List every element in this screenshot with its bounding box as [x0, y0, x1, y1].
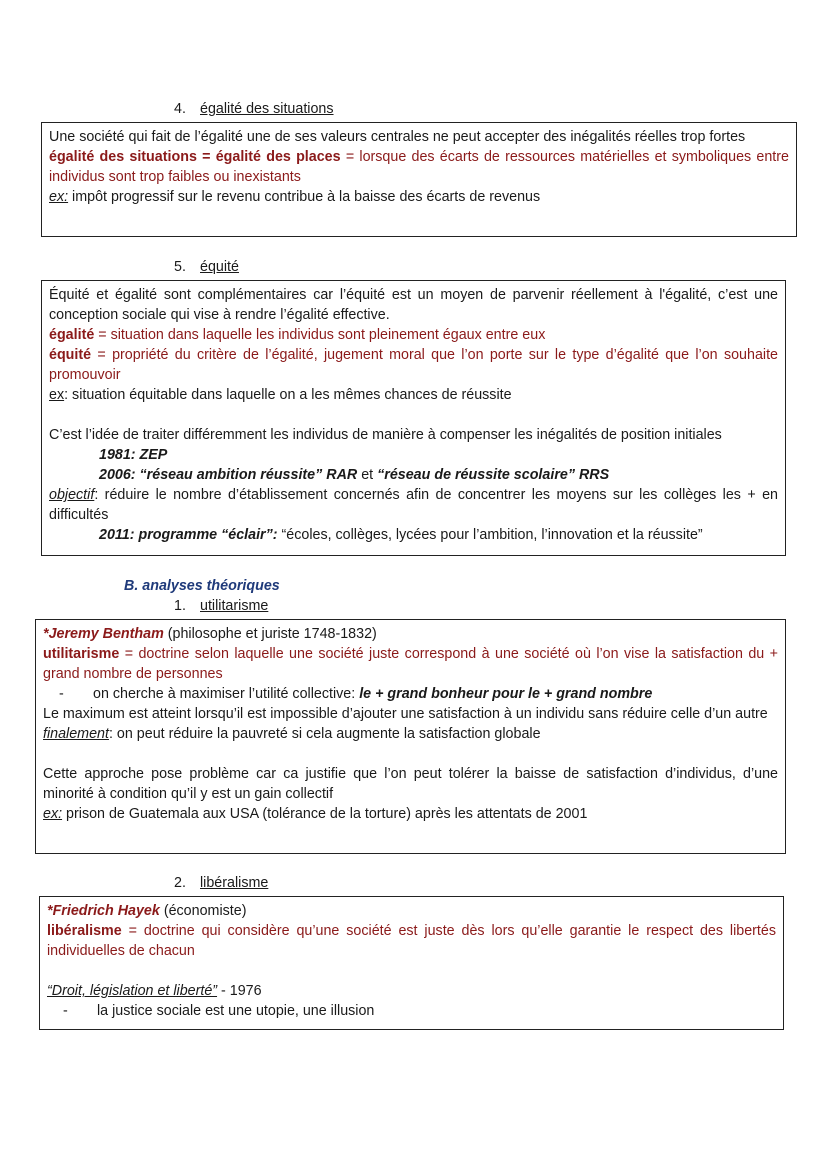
author-info: (économiste) — [159, 903, 247, 919]
box-liberalisme — [39, 896, 784, 1030]
book-year: - 1976 — [217, 983, 262, 999]
definition — [47, 921, 776, 961]
author-name: *Friedrich Hayek — [47, 903, 160, 919]
heading-number: 4. — [174, 101, 186, 117]
paragraph: Équité et égalité sont complémentaires car l’équité est un moyen de parvenir réellement à l'égalité, c’est une conception sociale qui vise à rendre l’égalité effective. — [49, 287, 778, 323]
definition-term: utilitarisme — [43, 646, 120, 662]
book-reference — [47, 981, 776, 1001]
heading-title: utilitarisme — [200, 598, 269, 614]
rar-name: 2006: “réseau ambition réussite” RAR — [99, 467, 358, 483]
paragraph: Le maximum est atteint lorsqu’il est impossible d’ajouter une satisfaction à un individu sans réduire celle d’un autre — [43, 706, 768, 722]
heading-equite — [174, 259, 239, 275]
bullet-text: la justice sociale est une utopie, une illusion — [97, 1003, 375, 1019]
conclusion-label: finalement — [43, 726, 109, 742]
rar-connector: et — [357, 467, 378, 483]
example-text: prison de Guatemala aux USA (tolérance de la torture) après les attentats de 2001 — [62, 806, 588, 822]
example-text: : situation équitable dans laquelle on a les mêmes chances de réussite — [64, 387, 512, 403]
example-label: ex: — [43, 806, 63, 822]
definition-text: = doctrine selon laquelle une société juste correspond à une société où l’on vise la satisfaction du + grand nombre de personnes — [43, 646, 778, 682]
definition-term: libéralisme — [47, 923, 122, 939]
box-egalite-situations — [41, 122, 797, 237]
conclusion-text: : on peut réduire la pauvreté si cela augmente la satisfaction globale — [108, 726, 541, 742]
objective-text: : réduire le nombre d’établissement concernés afin de concentrer les moyens sur les collèges les + en difficultés — [49, 487, 778, 523]
book-title: “Droit, législation et liberté” — [47, 983, 218, 999]
heading-number: 2. — [174, 875, 186, 891]
objective — [49, 485, 778, 525]
heading-title: libéralisme — [200, 875, 269, 891]
author-info: (philosophe et juriste 1748-1832) — [163, 626, 377, 642]
objective-label: objectif — [49, 487, 95, 503]
heading-utilitarisme — [174, 598, 268, 614]
heading-title: égalité des situations — [200, 101, 334, 117]
bullet-dash: - — [59, 686, 64, 702]
definition-term: équité — [49, 347, 92, 363]
rar-line — [49, 465, 778, 485]
author — [43, 624, 778, 644]
author — [47, 901, 776, 921]
example — [49, 187, 789, 207]
definition-text: = doctrine qui considère qu’une société est juste dès lors qu’elle garantie le respect des libertés individuelles de chacun — [47, 923, 776, 959]
eclair-name: 2011: programme “éclair”: — [99, 527, 278, 543]
eclair-text: “écoles, collèges, lycées pour l’ambition, l’innovation et la réussite” — [277, 527, 703, 543]
definition — [43, 644, 778, 684]
heading-liberalisme — [174, 875, 268, 891]
definition-text: = propriété du critère de l’égalité, jugement moral que l’on porte sur le type d’égalité que l’on souhaite promouvoir — [49, 347, 778, 383]
heading-number: 1. — [174, 598, 186, 614]
rrs-name: “réseau de réussite scolaire” RRS — [377, 467, 610, 483]
bullet — [47, 1001, 776, 1021]
example — [43, 804, 778, 824]
heading-egalite-situations — [174, 101, 334, 117]
example-label: ex — [49, 387, 65, 403]
bullet-emphasis: le + grand bonheur pour le + grand nombre — [359, 686, 653, 702]
definition-text: = situation dans laquelle les individus sont pleinement égaux entre eux — [94, 327, 546, 343]
definition-term: égalité des situations = égalité des places — [49, 149, 341, 165]
heading-title: équité — [200, 259, 239, 275]
definition-text: = lorsque des écarts de ressources matérielles et symboliques entre individus sont trop faibles ou inexistants — [49, 149, 789, 185]
example-text: impôt progressif sur le revenu contribue à la baisse des écarts de revenus — [68, 189, 541, 205]
author-name: *Jeremy Bentham — [43, 626, 164, 642]
definition-term: égalité — [49, 327, 95, 343]
box-equite — [41, 280, 786, 556]
section-b-heading: B. analyses théoriques — [124, 578, 280, 594]
heading-number: 5. — [174, 259, 186, 275]
bullet — [43, 684, 778, 704]
example-label: ex: — [49, 189, 69, 205]
example — [49, 385, 778, 405]
eclair-line — [49, 525, 778, 545]
paragraph: C’est l’idée de traiter différemment les individus de manière à compenser les inégalités de position initiales — [49, 427, 722, 443]
bullet-dash: - — [63, 1003, 68, 1019]
bullet-text: on cherche à maximiser l’utilité collective: — [93, 686, 360, 702]
box-utilitarisme — [35, 619, 786, 854]
definition — [49, 147, 789, 187]
paragraph: Cette approche pose problème car ca justifie que l’on peut tolérer la baisse de satisfaction d’individus, d’une minorité à condition qu’il y est un gain collectif — [43, 766, 778, 802]
conclusion — [43, 724, 778, 744]
paragraph: Une société qui fait de l’égalité une de ses valeurs centrales ne peut accepter des inégalités réelles trop fortes — [49, 129, 746, 145]
definition-equite — [49, 345, 778, 385]
zep-line: 1981: ZEP — [99, 447, 168, 463]
definition-egalite — [49, 325, 778, 345]
